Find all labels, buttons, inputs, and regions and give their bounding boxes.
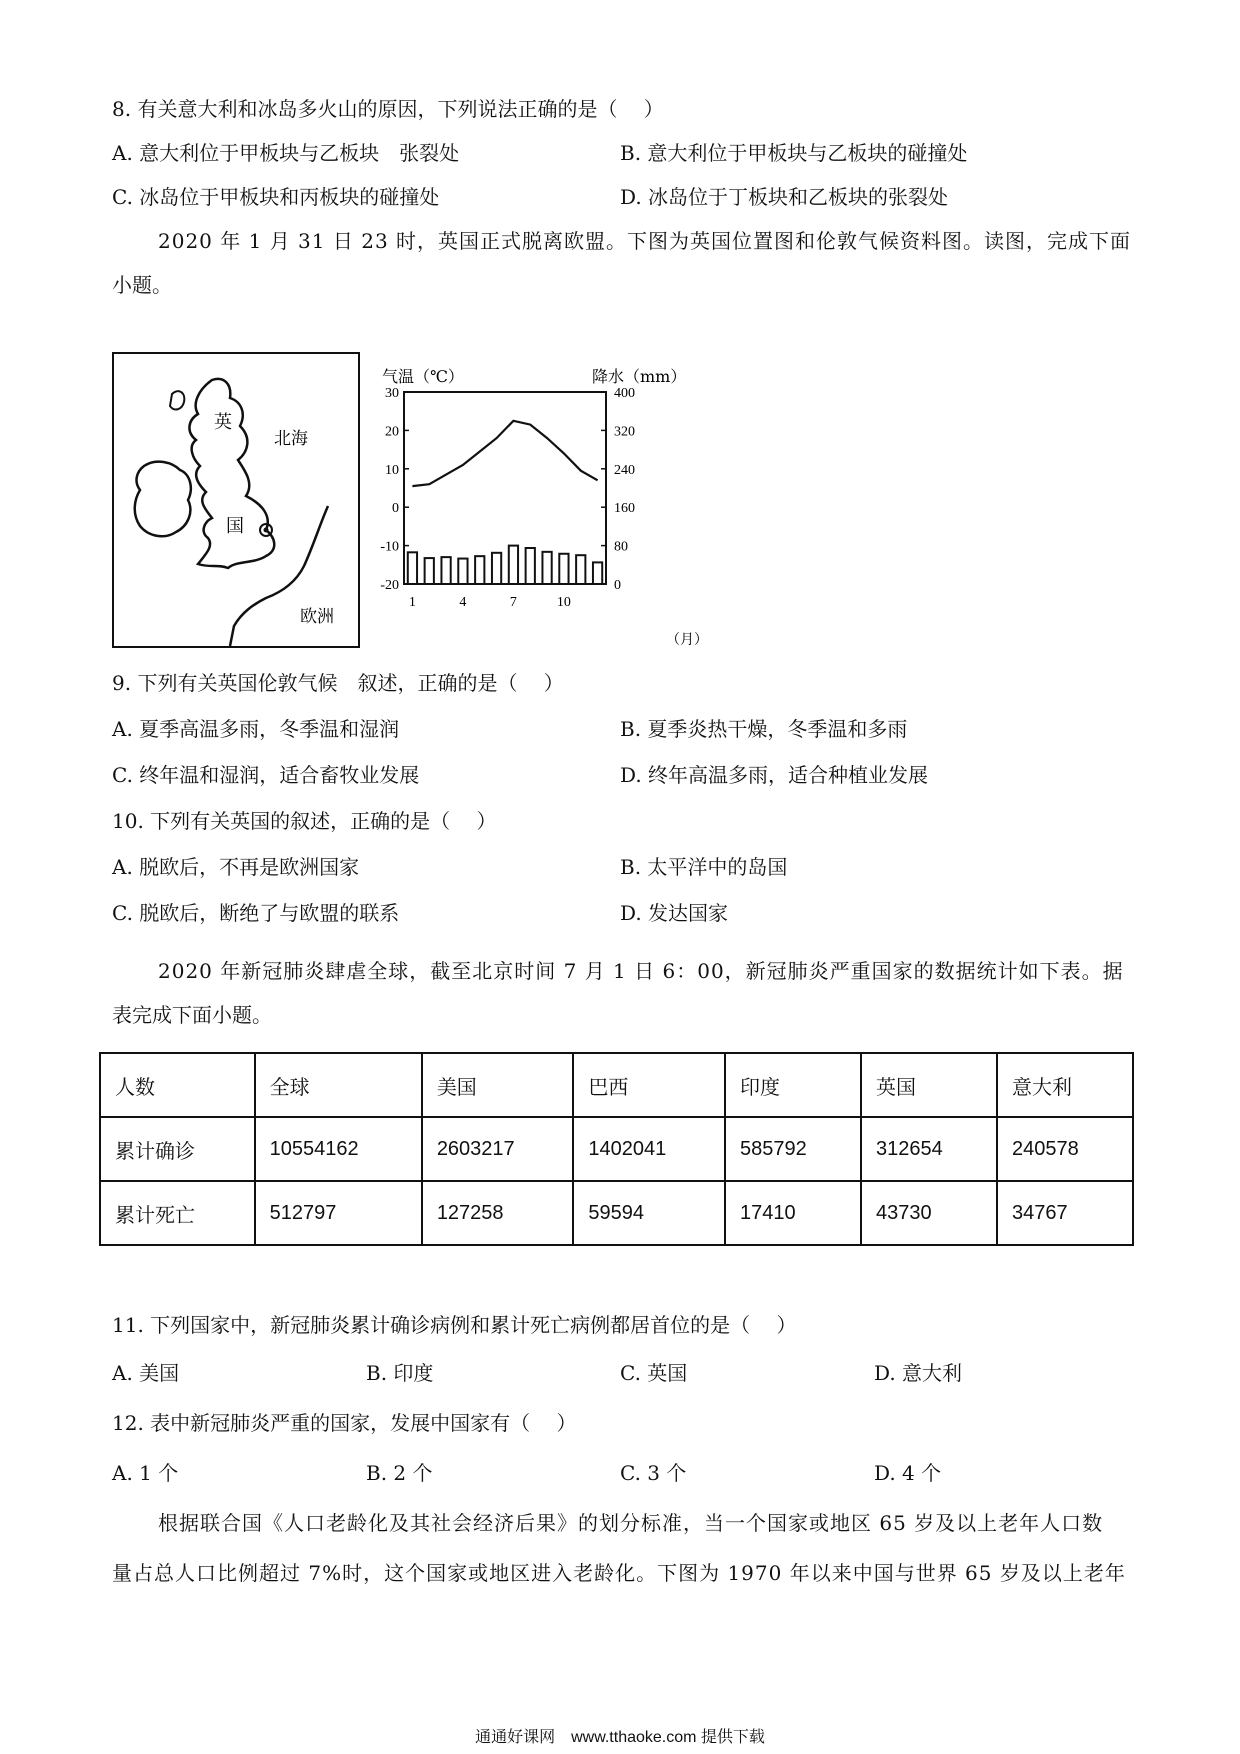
table-cell: 34767 <box>997 1181 1133 1245</box>
table-header-row <box>100 1053 1133 1117</box>
temp-tick-label: 30 <box>385 386 399 401</box>
uk-map-drawing <box>114 354 358 646</box>
precip-bar <box>408 552 417 584</box>
table-header-cell: 英国 <box>861 1053 997 1117</box>
q8-option-d: D. 冰岛位于丁板块和乙板块的张裂处 <box>620 185 949 209</box>
london-climate-chart <box>370 362 710 652</box>
table-header-cell: 意大利 <box>997 1053 1133 1117</box>
precip-tick-label: 320 <box>614 424 635 440</box>
table-cell: 512797 <box>255 1181 422 1245</box>
table-row-label: 累计确诊 <box>100 1117 255 1181</box>
uk-location-map <box>112 352 360 648</box>
temp-tick-label: -10 <box>380 539 399 555</box>
q10-option-d: D. 发达国家 <box>620 901 729 925</box>
table-header-cell: 人数 <box>100 1053 255 1117</box>
page-footer: 通通好课网 www.tthaoke.com 提供下载 <box>475 1729 765 1746</box>
table-cell: 2603217 <box>422 1117 574 1181</box>
q9-option-b: B. 夏季炎热干燥，冬季温和多雨 <box>620 717 908 741</box>
precip-bar <box>559 554 568 584</box>
covid-intro-line2: 表完成下面小题。 <box>112 1003 272 1027</box>
table-row-label: 累计死亡 <box>100 1181 255 1245</box>
q9-option-d: D. 终年高温多雨，适合种植业发展 <box>620 763 929 787</box>
covid-data-table <box>99 1052 1134 1246</box>
temperature-line <box>412 421 597 486</box>
precip-bar <box>492 553 501 584</box>
precip-bar <box>576 555 585 584</box>
table-cell: 17410 <box>725 1181 861 1245</box>
temp-tick-label: -20 <box>380 578 399 593</box>
q10-option-b: B. 太平洋中的岛国 <box>620 855 788 879</box>
map-label-north-sea: 北海 <box>274 429 308 449</box>
table-header-cell: 美国 <box>422 1053 574 1117</box>
q8-option-c: C. 冰岛位于甲板块和丙板块的碰撞处 <box>112 185 440 209</box>
covid-intro-line1: 2020 年新冠肺炎肆虐全球，截至北京时间 7 月 1 日 6：00，新冠肺炎严重国家的数据统计如下表。据 <box>158 959 1124 983</box>
map-label-ying: 英 <box>214 412 232 433</box>
great-britain-outline <box>189 379 274 568</box>
table-row <box>100 1117 1133 1181</box>
q11-option-a: A. 美国 <box>112 1361 180 1385</box>
precip-bar <box>542 552 551 584</box>
temp-tick-label: 20 <box>385 424 399 440</box>
q8-option-b: B. 意大利位于甲板块与乙板块的碰撞处 <box>620 141 968 165</box>
precip-bar <box>425 558 434 584</box>
precip-tick-label: 0 <box>614 578 621 593</box>
q12-stem: 12. 表中新冠肺炎严重的国家，发展中国家有（ ） <box>112 1411 577 1435</box>
q10-option-a: A. 脱欧后，不再是欧洲国家 <box>112 855 360 879</box>
month-tick-label: 4 <box>459 595 467 610</box>
precip-bar <box>509 546 518 584</box>
q10-stem: 10. 下列有关英国的叙述，正确的是（ ） <box>112 809 497 833</box>
uk-intro-line2: 小题。 <box>112 273 172 297</box>
temp-tick-label: 0 <box>392 501 399 517</box>
table-header-cell: 全球 <box>255 1053 422 1117</box>
aging-intro-line1: 根据联合国《人口老龄化及其社会经济后果》的划分标准，当一个国家或地区 65 岁及以上老年人口数 <box>158 1511 1104 1535</box>
table-cell: 312654 <box>861 1117 997 1181</box>
precip-bar <box>475 556 484 584</box>
q9-stem: 9. 下列有关英国伦敦气候 叙述，正确的是（ ） <box>112 671 564 695</box>
london-dot-icon <box>264 528 269 533</box>
month-tick-label: 10 <box>556 595 571 610</box>
table-cell: 43730 <box>861 1181 997 1245</box>
table-header-cell: 巴西 <box>573 1053 725 1117</box>
q11-option-d: D. 意大利 <box>874 1361 963 1385</box>
q10-option-c: C. 脱欧后，断绝了与欧盟的联系 <box>112 901 400 925</box>
month-axis-label: （月） <box>666 632 708 648</box>
precip-bar <box>526 548 535 584</box>
table-header-cell: 印度 <box>725 1053 861 1117</box>
q8-stem: 8. 有关意大利和冰岛多火山的原因，下列说法正确的是（ ） <box>112 97 664 121</box>
q8-option-a: A. 意大利位于甲板块与乙板块 张裂处 <box>112 141 460 165</box>
precip-tick-label: 400 <box>614 386 635 401</box>
q12-option-a: A. 1 个 <box>112 1461 179 1485</box>
q11-stem: 11. 下列国家中，新冠肺炎累计确诊病例和累计死亡病例都居首位的是（ ） <box>112 1313 797 1337</box>
climate-chart-svg <box>370 362 710 652</box>
table-cell: 585792 <box>725 1117 861 1181</box>
aging-intro-line2: 量占总人口比例超过 7%时，这个国家或地区进入老龄化。下图为 1970 年以来中国与世界 65 岁及以上老年 <box>112 1561 1126 1585</box>
temp-tick-label: 10 <box>385 462 399 478</box>
q12-option-c: C. 3 个 <box>620 1461 687 1485</box>
ireland-outline <box>135 462 191 537</box>
precip-tick-label: 160 <box>614 501 635 517</box>
q9-option-c: C. 终年温和湿润，适合畜牧业发展 <box>112 763 420 787</box>
q11-option-c: C. 英国 <box>620 1361 688 1385</box>
table-cell: 10554162 <box>255 1117 422 1181</box>
month-tick-label: 7 <box>509 595 517 610</box>
uk-intro-line1: 2020 年 1 月 31 日 23 时，英国正式脱离欧盟。下图为英国位置图和伦敦气候资料图。读图，完成下面 <box>158 229 1132 253</box>
table-cell: 127258 <box>422 1181 574 1245</box>
table-row <box>100 1181 1133 1245</box>
precip-tick-label: 240 <box>614 462 635 478</box>
q9-option-a: A. 夏季高温多雨，冬季温和湿润 <box>112 717 400 741</box>
map-label-guo: 国 <box>226 516 244 537</box>
table-cell: 1402041 <box>573 1117 725 1181</box>
month-tick-label: 1 <box>408 595 416 610</box>
precip-bar <box>458 559 467 584</box>
precip-tick-label: 80 <box>614 539 628 555</box>
q12-option-d: D. 4 个 <box>874 1461 942 1485</box>
table-cell: 240578 <box>997 1117 1133 1181</box>
northern-island-outline <box>170 391 184 409</box>
q12-option-b: B. 2 个 <box>366 1461 433 1485</box>
precip-bar <box>593 562 602 584</box>
table-cell: 59594 <box>573 1181 725 1245</box>
map-label-europe: 欧洲 <box>300 607 334 627</box>
q11-option-b: B. 印度 <box>366 1361 434 1385</box>
precip-bar <box>441 557 450 584</box>
precip-axis-label: 降水（mm） <box>592 367 687 386</box>
temp-axis-label: 气温（℃） <box>382 367 464 386</box>
